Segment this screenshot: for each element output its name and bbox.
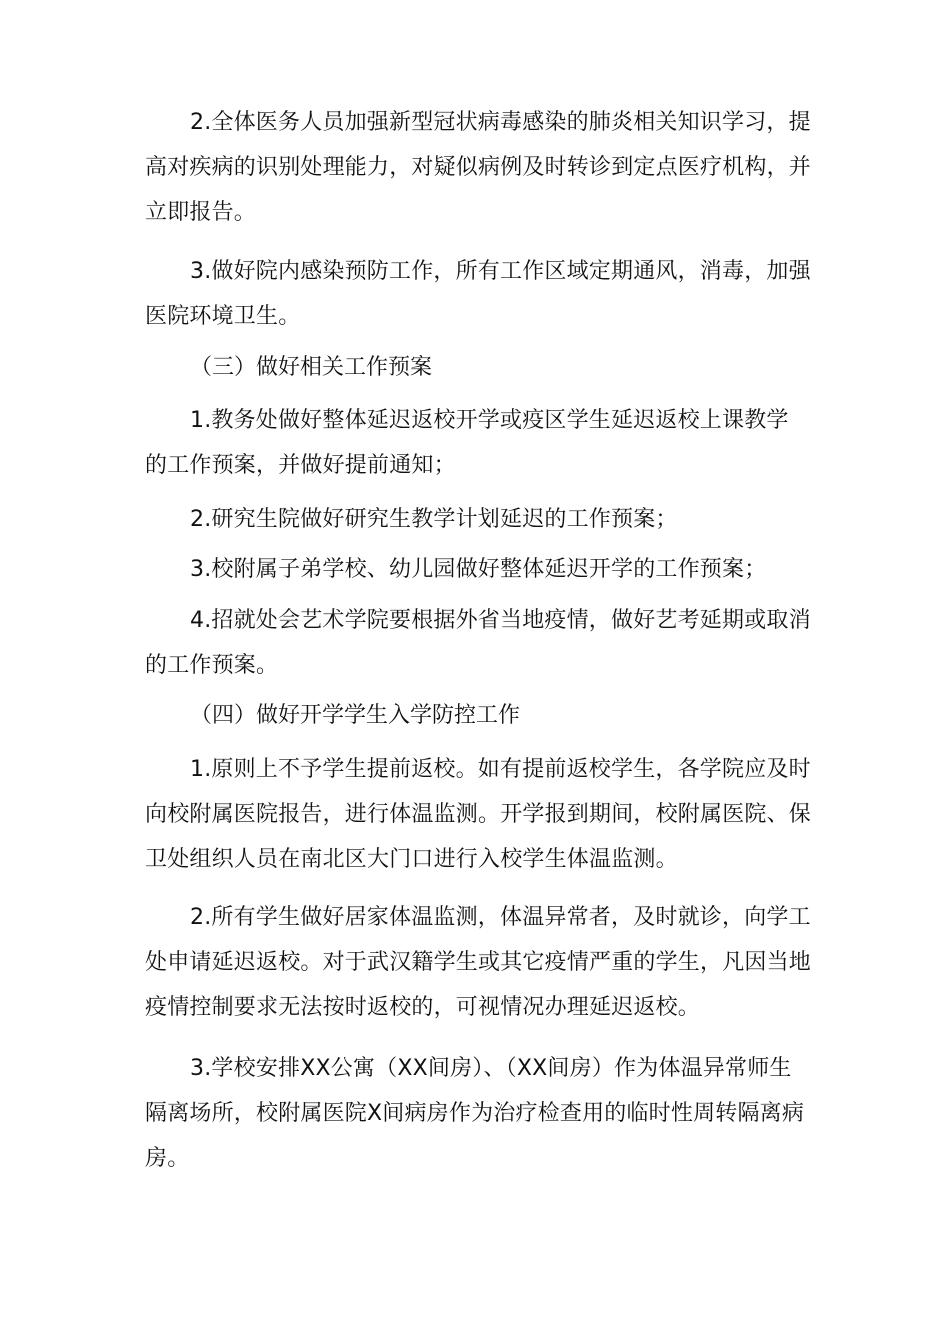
section-heading-4: （四）做好开学学生入学防控工作 <box>190 703 521 728</box>
paragraph-line: 卫处组织人员在南北区大门口进行入校学生体温监测。 <box>145 847 678 872</box>
paragraph-line: 2.所有学生做好居家体温监测，体温异常者，及时就诊，向学工 <box>190 905 811 930</box>
paragraph-medical-staff-training <box>145 100 825 235</box>
paragraph-line: 3.学校安排XX公寓（XX间房）、（XX间房）作为体温异常师生 <box>190 1056 792 1081</box>
section-heading-3: （三）做好相关工作预案 <box>190 355 433 380</box>
paragraph-line: 高对疾病的识别处理能力，对疑似病例及时转诊到定点医疗机构，并 <box>145 155 812 180</box>
paragraph-line: 3.做好院内感染预防工作，所有工作区域定期通风，消毒，加强 <box>190 259 811 284</box>
paragraph-infection-prevention <box>145 249 825 339</box>
paragraph-line: 处申请延迟返校。对于武汉籍学生或其它疫情严重的学生，凡因当地 <box>145 950 812 975</box>
paragraph-line: 立即报告。 <box>145 200 257 225</box>
paragraph-academic-affairs <box>145 398 825 488</box>
paragraph-isolation-arrangement <box>145 1046 825 1181</box>
paragraph-line: 向校附属医院报告，进行体温监测。开学报到期间，校附属医院、保 <box>145 802 812 827</box>
paragraph-line: 1.教务处做好整体延迟返校开学或疫区学生延迟返校上课教学 <box>190 408 789 433</box>
paragraph-admissions <box>145 598 825 688</box>
paragraph-home-monitoring <box>145 895 825 1030</box>
paragraph-line: 2.全体医务人员加强新型冠状病毒感染的肺炎相关知识学习，提 <box>190 110 811 135</box>
paragraph-line: 医院环境卫生。 <box>145 304 301 329</box>
paragraph-graduate-school <box>145 497 825 542</box>
paragraph-line: 1.原则上不予学生提前返校。如有提前返校学生，各学院应及时 <box>190 757 811 782</box>
paragraph-line: 的工作预案。 <box>145 653 279 678</box>
paragraph-line: 4.招就处会艺术学院要根据外省当地疫情，做好艺考延期或取消 <box>190 608 811 633</box>
paragraph-line: 疫情控制要求无法按时返校的，可视情况办理延迟返校。 <box>145 995 701 1020</box>
paragraph-line: 2.研究生院做好研究生教学计划延迟的工作预案； <box>190 507 678 532</box>
paragraph-line: 的工作预案，并做好提前通知； <box>145 453 456 478</box>
paragraph-return-policy <box>145 747 825 882</box>
paragraph-line: 房。 <box>145 1146 190 1171</box>
paragraph-line: 隔离场所，校附属医院X间病房作为治疗检查用的临时性周转隔离病 <box>145 1101 805 1126</box>
paragraph-affiliated-schools <box>145 547 825 592</box>
paragraph-line: 3.校附属子弟学校、幼儿园做好整体延迟开学的工作预案； <box>190 557 767 582</box>
